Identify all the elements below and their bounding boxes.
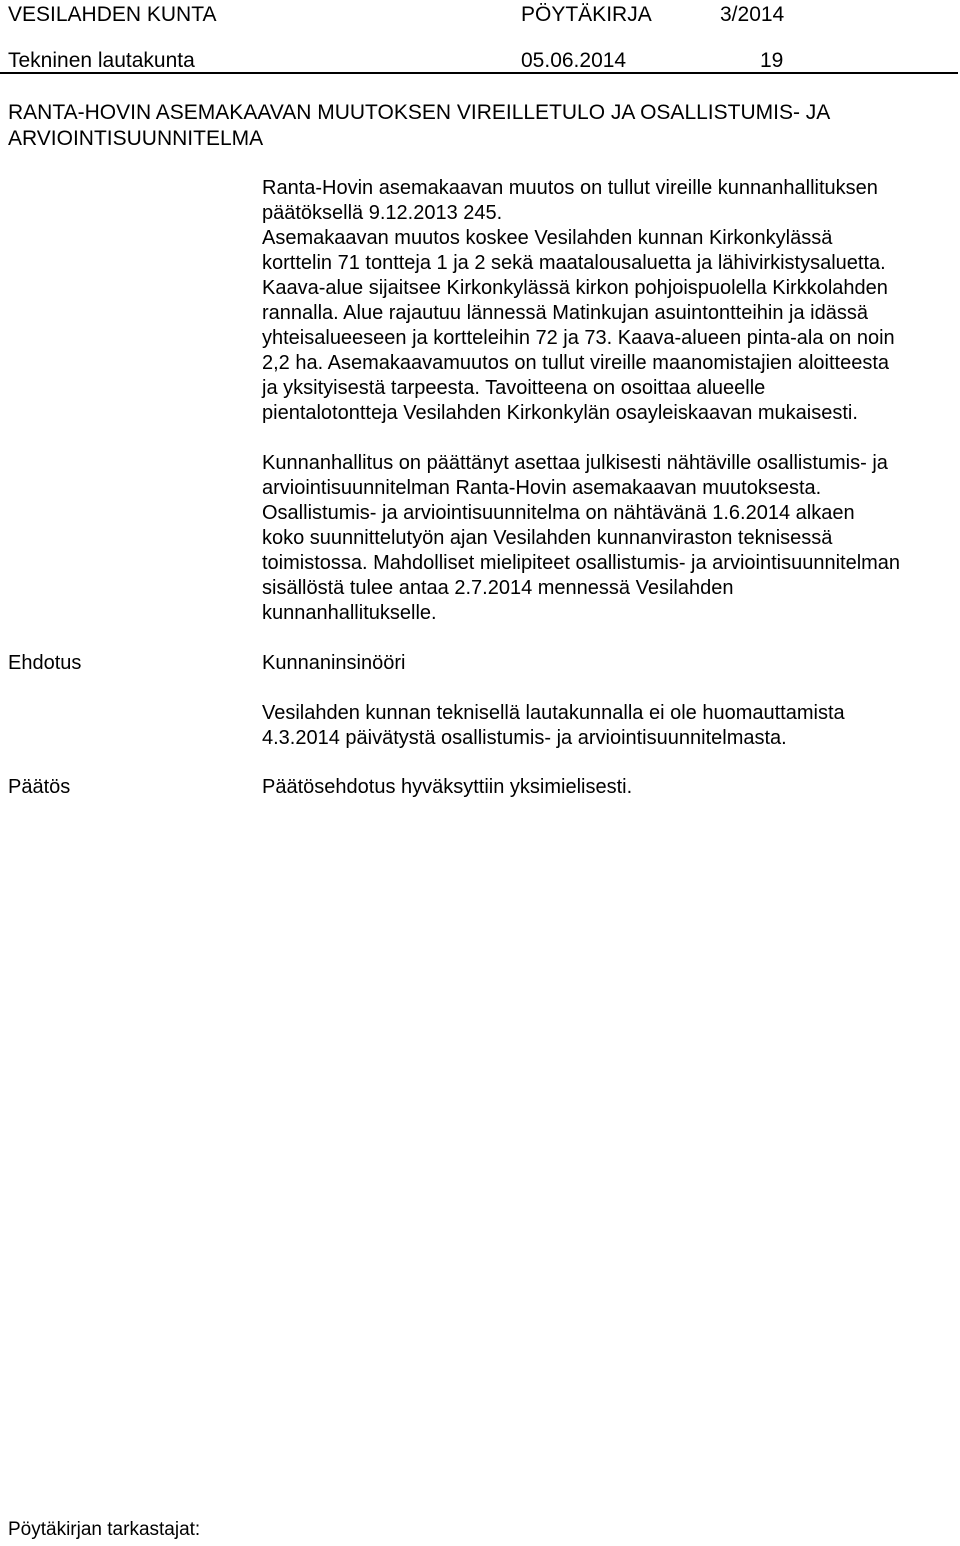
paragraph-line: yhteisalueeseen ja kortteleihin 72 ja 73. Kaava-alueen pinta-ala on noin xyxy=(262,327,895,349)
section-number: 19 xyxy=(760,49,784,72)
proposal-author: Kunnaninsinööri xyxy=(262,652,406,674)
description-paragraph xyxy=(262,176,952,426)
paragraph-line: koko suunnittelutyön ajan Vesilahden kunnanviraston teknisessä xyxy=(262,527,833,549)
paragraph-line: rannalla. Alue rajautuu lännessä Matinkujan asuintontteihin ja idässä xyxy=(262,302,868,324)
paragraph-line: korttelin 71 tontteja 1 ja 2 sekä maatalousaluetta ja lähivirkistysaluetta. xyxy=(262,252,886,274)
paragraph-line: 2,2 ha. Asemakaavamuutos on tullut vireille maanomistajien aloitteesta xyxy=(262,352,890,374)
proposal-text xyxy=(262,701,952,751)
paragraph-line: kunnanhallitukselle. xyxy=(262,602,437,624)
paragraph-line: Kaava-alue sijaitsee Kirkonkylässä kirkon pohjoispuolella Kirkkolahden xyxy=(262,277,888,299)
proposal-label: Ehdotus xyxy=(8,652,82,674)
decision-background-paragraph xyxy=(262,451,952,626)
paragraph-line: Kunnanhallitus on päättänyt asettaa julkisesti nähtäville osallistumis- ja xyxy=(262,452,888,474)
paragraph-line: toimistossa. Mahdolliset mielipiteet osallistumis- ja arviointisuunnitelman xyxy=(262,552,901,574)
meeting-date: 05.06.2014 xyxy=(521,49,627,72)
header-divider xyxy=(0,72,958,74)
decision-label: Päätös xyxy=(8,776,71,798)
paragraph-line: Asemakaavan muutos koskee Vesilahden kunnan Kirkonkylässä xyxy=(262,227,833,249)
paragraph-line: arviointisuunnitelman Ranta-Hovin asemakaavan muutoksesta. xyxy=(262,477,822,499)
document-type: PÖYTÄKIRJA xyxy=(521,3,652,26)
paragraph-line: Ranta-Hovin asemakaavan muutos on tullut vireille kunnanhallituksen xyxy=(262,177,878,199)
title-line: ARVIOINTISUUNNITELMA xyxy=(8,127,264,150)
decision-text: Päätösehdotus hyväksyttiin yksimielisesti. xyxy=(262,776,633,798)
paragraph-line: ja yksityisestä tarpeesta. Tavoitteena on osoittaa alueelle xyxy=(262,377,766,399)
paragraph-line: pientalotontteja Vesilahden Kirkonkylän osayleiskaavan mukaisesti. xyxy=(262,402,858,424)
paragraph-line: sisällöstä tulee antaa 2.7.2014 mennessä Vesilahden xyxy=(262,577,734,599)
committee-name: Tekninen lautakunta xyxy=(8,49,195,72)
document-number: 3/2014 xyxy=(720,3,785,26)
title-line: RANTA-HOVIN ASEMAKAAVAN MUUTOKSEN VIREILLETULO JA OSALLISTUMIS- JA xyxy=(8,101,831,124)
paragraph-line: 4.3.2014 päivätystä osallistumis- ja arviointisuunnitelmasta. xyxy=(262,727,787,749)
paragraph-line: Osallistumis- ja arviointisuunnitelma on nähtävänä 1.6.2014 alkaen xyxy=(262,502,855,524)
agenda-item-title xyxy=(8,100,928,152)
paragraph-line: Vesilahden kunnan teknisellä lautakunnalla ei ole huomauttamista xyxy=(262,702,845,724)
municipality-name: VESILAHDEN KUNTA xyxy=(8,3,217,26)
reviewers-label: Pöytäkirjan tarkastajat: xyxy=(8,1519,201,1540)
paragraph-line: päätöksellä 9.12.2013 245. xyxy=(262,202,503,224)
